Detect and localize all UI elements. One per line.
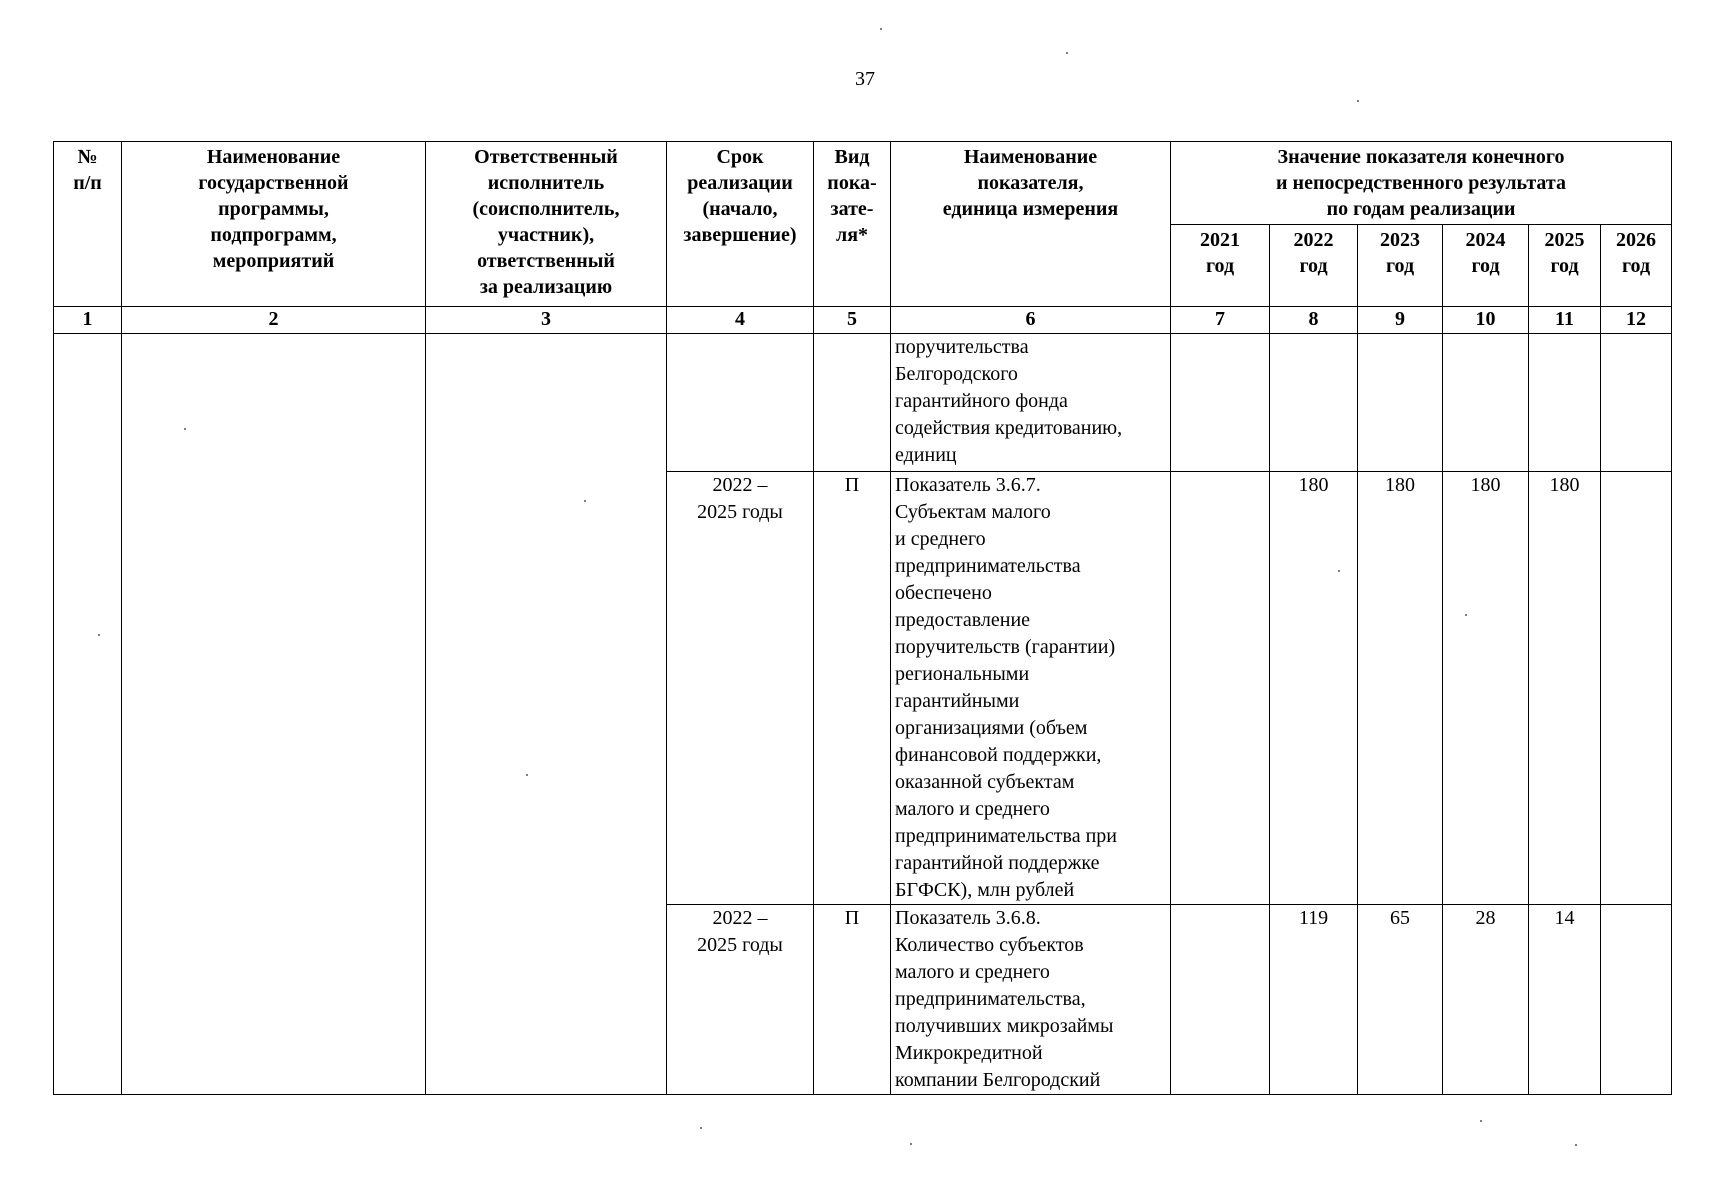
cell-value-2023: 65 <box>1358 905 1443 1095</box>
cell-value-2023 <box>1358 334 1443 472</box>
scan-speck <box>1480 1120 1482 1122</box>
cell-value-2024: 28 <box>1443 905 1529 1095</box>
header-indicator-type: Вид пока- зате- ля* <box>814 142 891 307</box>
header-row <box>54 142 1672 225</box>
column-number: 10 <box>1443 307 1529 334</box>
cell-value-2021 <box>1171 905 1270 1095</box>
cell-value-2025 <box>1529 334 1601 472</box>
page-number: 37 <box>855 68 875 90</box>
scan-speck <box>526 774 528 776</box>
cell-value-2021 <box>1171 472 1270 905</box>
header-period: Срок реализации (начало, завершение) <box>667 142 814 307</box>
cell-value-2023: 180 <box>1358 472 1443 905</box>
scan-speck <box>880 28 882 30</box>
cell-indicator-name: поручительства Белгородского гарантийного фонда содействия кредитованию, единиц <box>891 334 1171 472</box>
column-number: 5 <box>814 307 891 334</box>
column-number: 2 <box>122 307 426 334</box>
column-number: 11 <box>1529 307 1601 334</box>
header-values-group: Значение показателя конечного и непосредственного результата по годам реализации <box>1171 142 1672 225</box>
column-number: 12 <box>1601 307 1672 334</box>
cell-value-2026 <box>1601 334 1672 472</box>
cell-period: 2022 – 2025 годы <box>667 472 814 905</box>
scan-speck <box>584 500 586 502</box>
scan-speck <box>700 1127 702 1129</box>
cell-value-2022: 119 <box>1270 905 1358 1095</box>
cell-value-2022: 180 <box>1270 472 1358 905</box>
scan-speck <box>1066 52 1068 54</box>
cell-value-2024 <box>1443 334 1529 472</box>
cell-indicator-type: П <box>814 472 891 905</box>
header-responsible: Ответственный исполнитель (соисполнитель, участник), ответственный за реализацию <box>426 142 667 307</box>
cell-responsible-empty <box>426 334 667 1095</box>
cell-value-2022 <box>1270 334 1358 472</box>
cell-period <box>667 334 814 472</box>
cell-indicator-type: П <box>814 905 891 1095</box>
cell-value-2025: 180 <box>1529 472 1601 905</box>
column-number: 4 <box>667 307 814 334</box>
header-year-2024: 2024 год <box>1443 225 1529 307</box>
column-number: 1 <box>54 307 122 334</box>
cell-value-2021 <box>1171 334 1270 472</box>
scan-speck <box>98 634 100 636</box>
header-year-2025: 2025 год <box>1529 225 1601 307</box>
column-number: 8 <box>1270 307 1358 334</box>
cell-value-2026 <box>1601 905 1672 1095</box>
scan-speck <box>1575 1144 1577 1146</box>
cell-indicator-name: Показатель 3.6.7. Субъектам малого и среднего предпринимательства обеспечено предоставление поручительств (гарантии) региональными гарантийными организациями (объем финансовой поддержки, оказанной субъектам малого и среднего предпринимательства при гарантийной поддержке БГФСК), млн рублей <box>891 472 1171 905</box>
header-year-2021: 2021 год <box>1171 225 1270 307</box>
cell-value-2025: 14 <box>1529 905 1601 1095</box>
cell-indicator-type <box>814 334 891 472</box>
header-year-2023: 2023 год <box>1358 225 1443 307</box>
column-number: 3 <box>426 307 667 334</box>
header-year-2026: 2026 год <box>1601 225 1672 307</box>
cell-value-2026 <box>1601 472 1672 905</box>
table-row <box>54 334 1672 472</box>
scan-speck <box>1465 614 1467 616</box>
cell-value-2024: 180 <box>1443 472 1529 905</box>
cell-indicator-name: Показатель 3.6.8. Количество субъектов малого и среднего предпринимательства, получивших микрозаймы Микрокредитной компании Белгородский <box>891 905 1171 1095</box>
indicators-table <box>53 141 1672 1095</box>
cell-program-empty <box>122 334 426 1095</box>
column-number: 9 <box>1358 307 1443 334</box>
column-number: 7 <box>1171 307 1270 334</box>
header-number: № п/п <box>54 142 122 307</box>
header-program-name: Наименование государственной программы, подпрограмм, мероприятий <box>122 142 426 307</box>
scan-speck <box>1338 570 1340 572</box>
header-indicator-name: Наименование показателя, единица измерения <box>891 142 1171 307</box>
scan-speck <box>184 428 186 430</box>
cell-period: 2022 – 2025 годы <box>667 905 814 1095</box>
column-number: 6 <box>891 307 1171 334</box>
scan-speck <box>1357 100 1359 102</box>
cell-number-empty <box>54 334 122 1095</box>
header-year-2022: 2022 год <box>1270 225 1358 307</box>
column-numbers-row <box>54 307 1672 334</box>
scan-speck <box>910 1143 912 1145</box>
